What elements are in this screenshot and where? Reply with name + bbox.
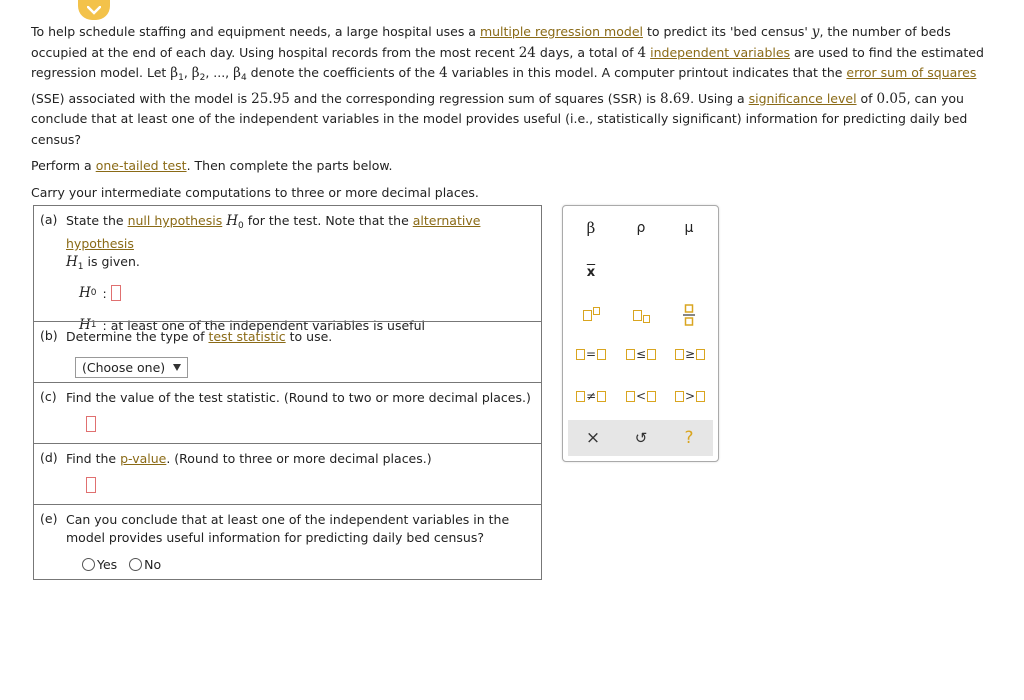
part-label: (a) <box>40 212 58 227</box>
text: Determine the type of <box>66 329 209 344</box>
undo-button[interactable]: ↺ <box>634 429 648 447</box>
box-icon <box>675 349 684 360</box>
sse-value: 25.95 <box>251 90 290 107</box>
clear-button[interactable]: × <box>585 428 601 448</box>
equals-button[interactable] <box>571 344 611 364</box>
less-than-symbol: < <box>635 389 647 403</box>
superscript-button[interactable] <box>576 304 606 326</box>
text: . Using a <box>690 90 749 106</box>
box-icon <box>626 391 635 402</box>
beta-button[interactable]: β <box>586 219 596 237</box>
less-equal-symbol: ≤ <box>635 347 647 361</box>
xbar-button[interactable]: $\overline{x}$ <box>586 264 596 280</box>
problem-statement <box>31 22 1006 203</box>
text: variables in this model. A computer printout indicates that the <box>447 65 847 80</box>
part-b <box>34 321 541 382</box>
h1-statement: : at least one of the independent variables is useful <box>102 317 425 333</box>
greater-equal-button[interactable] <box>670 344 710 364</box>
box-icon <box>647 349 656 360</box>
p-value-input[interactable] <box>86 477 96 493</box>
no-radio[interactable] <box>129 558 142 571</box>
no-label: No <box>144 557 162 572</box>
h0-symbol: H <box>226 213 239 229</box>
box-icon <box>576 349 585 360</box>
dropdown-arrow-icon <box>173 364 181 371</box>
text: for the test. Note that the <box>243 213 413 228</box>
link-p-value[interactable]: p-value <box>120 451 167 466</box>
superscript-box-icon <box>593 307 600 315</box>
part-d <box>34 443 541 504</box>
subscript: 1 <box>77 262 84 272</box>
box-icon <box>597 349 606 360</box>
base-box-icon <box>583 310 592 321</box>
h0-answer-input[interactable] <box>111 285 121 301</box>
text: Perform a <box>31 158 96 173</box>
box-icon <box>626 349 635 360</box>
link-error-sum-of-squares[interactable]: error sum of squares <box>846 65 977 80</box>
subscript: 2 <box>199 73 206 83</box>
part-e <box>34 504 541 579</box>
help-button[interactable]: ? <box>684 428 694 448</box>
beta-symbol: β <box>170 65 179 81</box>
link-multiple-regression-model[interactable]: multiple regression model <box>479 24 643 39</box>
box-icon <box>576 391 585 402</box>
yes-label: Yes <box>97 557 118 572</box>
collapse-toggle-button[interactable] <box>78 0 110 20</box>
subscript-box-icon <box>643 315 650 323</box>
text: , can you conclude that at least one of the independent variables in the model provides useful (i.e., statistically significant) information for predicting daily bed census? <box>31 90 968 147</box>
subscript: 0 <box>90 288 97 298</box>
text: To help schedule staffing and equipment needs, a large hospital uses a <box>31 24 480 39</box>
link-one-tailed-test[interactable]: one-tailed test <box>95 158 187 173</box>
beta-symbol: β <box>233 65 241 81</box>
box-icon <box>647 391 656 402</box>
part-c <box>34 382 541 443</box>
subscript: 1 <box>178 73 184 83</box>
colon: : <box>102 285 107 301</box>
test-statistic-input[interactable] <box>86 416 96 432</box>
problem-paragraph <box>31 22 1006 150</box>
h0-symbol: H <box>79 285 91 301</box>
greater-than-symbol: > <box>684 389 696 403</box>
part-d-text <box>66 450 535 468</box>
text: . (Round to three or more decimal places.) <box>166 451 432 466</box>
text: denote the coefficients of the <box>246 65 440 80</box>
less-than-button[interactable] <box>621 386 661 406</box>
box-icon <box>696 349 705 360</box>
part-c-text: Find the value of the test statistic. (Round to two or more decimal places.) <box>66 390 531 405</box>
rho-button[interactable]: ρ <box>636 220 646 236</box>
box-icon <box>696 391 705 402</box>
text: , <box>183 65 192 80</box>
link-test-statistic[interactable]: test statistic <box>208 329 286 344</box>
h1-symbol: H <box>66 254 78 270</box>
num-variables-value: 4 <box>637 44 647 61</box>
text: and the corresponding regression sum of squares (SSR) is <box>289 90 661 106</box>
num-variables-value: 4 <box>439 65 448 81</box>
yes-radio[interactable] <box>82 558 95 571</box>
text: to use. <box>285 329 333 344</box>
fraction-button[interactable] <box>674 302 704 328</box>
part-b-text <box>66 328 535 346</box>
less-equal-button[interactable] <box>621 344 661 364</box>
part-label: (c) <box>40 389 57 404</box>
alpha-value: 0.05 <box>876 90 907 107</box>
days-value: 24 <box>518 44 536 61</box>
box-icon <box>597 391 606 402</box>
part-e-text: Can you conclude that at least one of the independent variables in the model provides useful information for predicting daily bed census? <box>66 512 510 545</box>
select-value: (Choose one) <box>82 360 166 375</box>
link-alternative-hypothesis[interactable]: alternative hypothesis <box>66 213 481 251</box>
part-a <box>34 206 541 333</box>
greater-than-button[interactable] <box>670 386 710 406</box>
text: (SSE) associated with the model is <box>31 90 252 106</box>
text: Find the <box>66 451 121 466</box>
link-null-hypothesis[interactable]: null hypothesis <box>127 213 223 228</box>
link-independent-variables[interactable]: independent variables <box>650 44 791 60</box>
fraction-icon <box>683 304 695 326</box>
link-significance-level[interactable]: significance level <box>748 90 857 106</box>
test-statistic-select[interactable] <box>75 357 188 378</box>
text: , the number of beds occupied at the end of each day. Using hospital records from the most recent <box>31 24 951 60</box>
h0-line <box>79 285 535 301</box>
equals-symbol: = <box>585 347 597 361</box>
mu-button[interactable]: μ <box>684 220 694 236</box>
subscript-button[interactable] <box>626 304 656 326</box>
rounding-note: Carry your intermediate computations to three or more decimal places. <box>31 184 479 200</box>
box-icon <box>675 391 684 402</box>
subscript: 4 <box>240 73 247 83</box>
question-box <box>33 205 542 580</box>
part-label: (b) <box>40 328 58 343</box>
subscript: 0 <box>238 221 244 231</box>
base-box-icon <box>633 310 642 321</box>
text: , ..., <box>205 65 234 80</box>
h1-symbol: H <box>79 317 91 333</box>
text: days, a total of <box>535 44 638 60</box>
text: are used to find the estimated regression model. Let <box>31 44 984 80</box>
beta-symbol: β <box>191 65 200 81</box>
chevron-down-icon <box>87 6 101 15</box>
subscript: 1 <box>90 320 97 330</box>
text: . Then complete the parts below. <box>186 158 393 173</box>
greater-equal-symbol: ≥ <box>684 347 696 361</box>
not-equal-button[interactable] <box>571 386 611 406</box>
text: to predict its 'bed census' <box>642 24 812 39</box>
part-a-text <box>66 212 535 276</box>
ssr-value: 8.69 <box>660 90 691 107</box>
instruction-paragraph <box>31 156 1006 177</box>
not-equal-symbol: ≠ <box>585 389 597 403</box>
symbol-palette <box>562 205 719 462</box>
text: State the <box>66 213 128 228</box>
text: is given. <box>83 254 140 269</box>
text: of <box>856 90 877 106</box>
variable-y: y <box>811 24 820 40</box>
part-label: (e) <box>40 511 58 526</box>
part-label: (d) <box>40 450 58 465</box>
